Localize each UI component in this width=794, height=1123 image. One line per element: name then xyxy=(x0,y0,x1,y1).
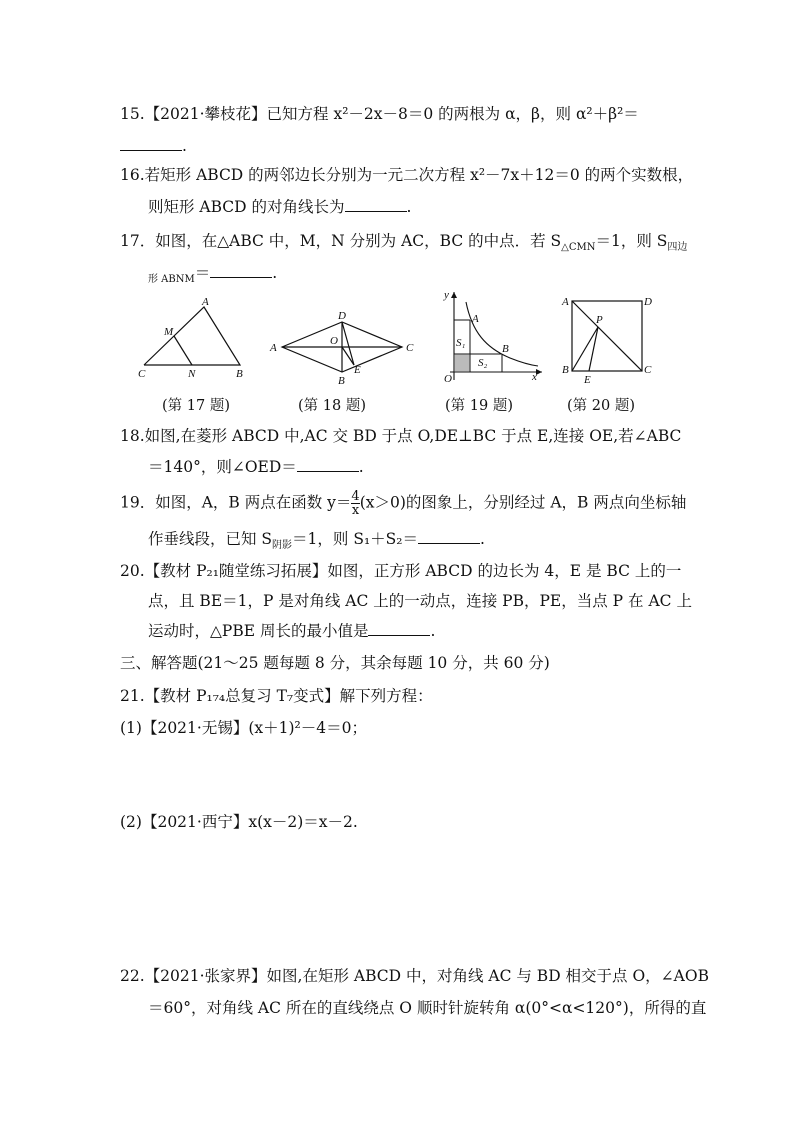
svg-text:A: A xyxy=(202,296,209,308)
q15-line1: 15.【2021·攀枝花】已知方程 x²－2x－8＝0 的两根为 α，β，则 α²＋β²＝ xyxy=(120,105,639,123)
q21-part1: (1)【2021·无锡】(x＋1)²－4＝0； xyxy=(120,719,367,737)
svg-text:N: N xyxy=(188,368,196,380)
figure-17-caption: (第 17 题) xyxy=(162,398,230,414)
svg-text:C: C xyxy=(406,342,414,354)
q16-line1: 16.若矩形 ABCD 的两邻边长分别为一元二次方程 x²－7x＋12＝0 的两个实数根， xyxy=(120,166,694,184)
svg-text:O: O xyxy=(444,373,452,385)
q16-line2: 则矩形 ABCD 的对角线长为 . xyxy=(148,198,412,216)
svg-text:A: A xyxy=(562,296,569,308)
q22-line2: ＝60°，对角线 AC 所在的直线绕点 O 顺时针旋转角 α(0°<α<120°)，所得的直 xyxy=(148,999,707,1017)
answer-blank xyxy=(297,457,359,472)
svg-text:D: D xyxy=(644,296,652,308)
answer-blank xyxy=(368,621,430,636)
q15-answer-line: . xyxy=(120,135,187,157)
answer-blank xyxy=(418,529,480,544)
svg-text:A: A xyxy=(472,313,479,325)
answer-blank xyxy=(210,263,272,278)
q20-line2: 点，且 BE＝1，P 是对角线 AC 上的一动点，连接 PB，PE，当点 P 在 AC 上 xyxy=(148,592,692,610)
q18-line2: ＝140°，则∠OED＝ . xyxy=(148,458,364,476)
figure-20-square xyxy=(558,293,662,383)
q20-line1: 20.【教材 P₂₁随堂练习拓展】如图，正方形 ABCD 的边长为 4，E 是 BC 上的一 xyxy=(120,562,682,580)
svg-text:B: B xyxy=(338,375,345,387)
svg-text:C: C xyxy=(138,368,146,380)
svg-text:P: P xyxy=(596,314,603,326)
q20-line3: 运动时，△PBE 周长的最小值是 . xyxy=(148,622,436,640)
svg-text:S₂: S₂ xyxy=(478,357,488,369)
figure-18-caption: (第 18 题) xyxy=(298,398,366,414)
svg-text:S₁: S₁ xyxy=(456,337,466,349)
figure-18-rhombus xyxy=(264,307,420,387)
svg-text:A: A xyxy=(270,342,277,354)
q19-line2: 作垂线段，已知 $S_{阴影}=1$，则 S₁＋S₂＝ . xyxy=(148,530,485,552)
svg-text:x: x xyxy=(532,371,537,383)
svg-text:C: C xyxy=(644,364,652,376)
svg-text:O: O xyxy=(330,335,338,347)
q17-line2: $_{形 ABNM}$＝ . xyxy=(148,264,278,286)
figure-17-triangle xyxy=(132,295,252,385)
answer-blank xyxy=(345,197,407,212)
figure-20-caption: (第 20 题) xyxy=(567,398,635,414)
svg-text:B: B xyxy=(502,343,509,355)
q21-part2: (2)【2021·西宁】x(x－2)＝x－2. xyxy=(120,813,358,831)
svg-text:E: E xyxy=(584,374,591,383)
svg-text:D: D xyxy=(338,310,346,322)
svg-text:B: B xyxy=(236,368,243,380)
fraction-4-over-x: $\frac{4}{x}$ xyxy=(351,489,360,518)
svg-text:E: E xyxy=(354,364,361,376)
figure-19-graph xyxy=(436,286,548,386)
q21-line1: 21.【教材 P₁₇₄总复习 T₇变式】解下列方程： xyxy=(120,687,433,705)
svg-text:M: M xyxy=(164,326,174,338)
section-3-heading: 三、解答题(21～25 题每题 8 分，其余每题 10 分，共 60 分) xyxy=(120,654,550,672)
q18-line1: 18.如图,在菱形 ABCD 中,AC 交 BD 于点 O,DE⊥BC 于点 E,连接 OE,若∠ABC xyxy=(120,427,682,445)
svg-text:y: y xyxy=(444,289,449,301)
figure-19-caption: (第 19 题) xyxy=(445,398,513,414)
svg-text:B: B xyxy=(562,364,569,376)
q19-line1: 19．如图，A，B 两点在函数 y＝ $\frac{4}{x}$ (x＞0)的图象上，分别经过 A，B 两点向坐标轴 xyxy=(120,489,687,518)
q17-line1: 17．如图，在△ABC 中，M，N 分别为 AC，BC 的中点．若 $S_{\triangle CMN}=1$，则 $S_{四边}$ xyxy=(120,232,688,254)
answer-blank xyxy=(120,136,182,151)
q22-line1: 22.【2021·张家界】如图,在矩形 ABCD 中，对角线 AC 与 BD 相交于点 O，∠AOB xyxy=(120,967,709,985)
